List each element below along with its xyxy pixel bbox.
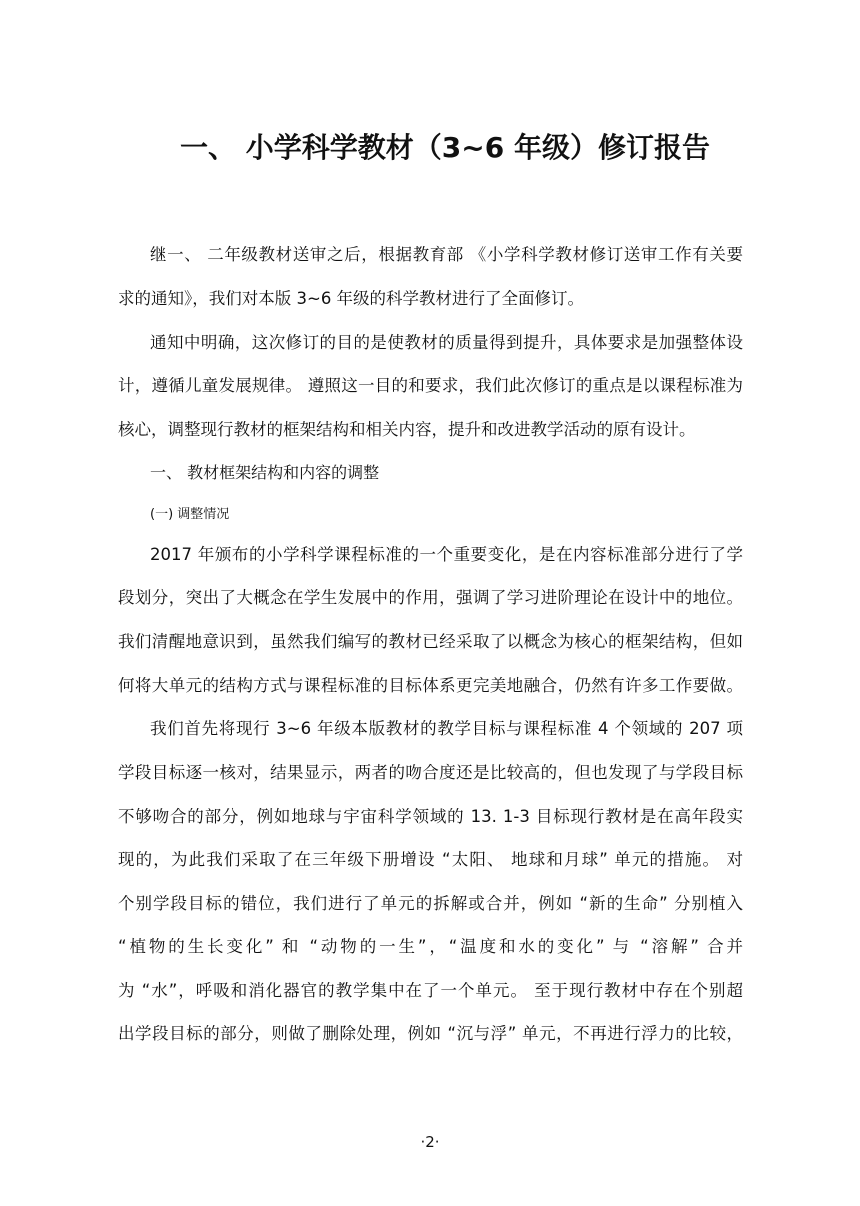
paragraph-line: 通知中明确，这次修订的目的是使教材的质量得到提升，具体要求是加强整体设 xyxy=(150,333,743,352)
paragraph-line: 核心，调整现行教材的框架结构和相关内容，提升和改进教学活动的原有设计。 xyxy=(118,420,696,439)
paragraph-line: 不够吻合的部分，例如地球与宇宙科学领域的 13. 1-3 目标现行教材是在高年段实 xyxy=(118,807,743,826)
paragraph-line: 段划分，突出了大概念在学生发展中的作用，强调了学习进阶理论在设计中的地位。 xyxy=(118,588,743,607)
paragraph-line: 现的，为此我们采取了在三年级下册增设 “太阳、 地球和月球” 单元的措施。 对 xyxy=(118,850,743,869)
paragraph-line: 我们清醒地意识到，虽然我们编写的教材已经采取了以概念为核心的框架结构，但如 xyxy=(118,632,743,651)
paragraph-line: 个别学段目标的错位，我们进行了单元的拆解或合并，例如 “新的生命” 分别植入 xyxy=(118,894,743,913)
subsection-heading: (一) 调整情况 xyxy=(150,507,230,522)
paragraph-line: 为 “水”，呼吸和消化器官的教学集中在了一个单元。 至于现行教材中存在个别超 xyxy=(118,981,743,1000)
paragraph-line: 出学段目标的部分，则做了删除处理，例如 “沉与浮” 单元，不再进行浮力的比较， xyxy=(118,1024,743,1043)
paragraph-line: 我们首先将现行 3~6 年级本版教材的教学目标与课程标准 4 个领域的 207 项 xyxy=(150,719,743,738)
page-number: ·2· xyxy=(420,1133,440,1151)
paragraph-line: 计，遵循儿童发展规律。 遵照这一目的和要求，我们此次修订的重点是以课程标准为 xyxy=(118,376,743,395)
paragraph-line: 学段目标逐一核对，结果显示，两者的吻合度还是比较高的，但也发现了与学段目标 xyxy=(118,763,743,782)
paragraph-line: 继一、 二年级教材送审之后，根据教育部 《小学科学教材修订送审工作有关要 xyxy=(150,245,743,264)
paragraph-line: 2017 年颁布的小学科学课程标准的一个重要变化，是在内容标准部分进行了学 xyxy=(150,545,743,564)
section-heading: 一、 教材框架结构和内容的调整 xyxy=(150,463,380,482)
paragraph-line: “植物的生长变化” 和 “动物的一生”，“温度和水的变化” 与 “溶解” 合并 xyxy=(118,937,743,956)
paragraph-line: 何将大单元的结构方式与课程标准的目标体系更完美地融合，仍然有许多工作要做。 xyxy=(118,676,743,695)
paragraph-line: 求的通知》，我们对本版 3~6 年级的科学教材进行了全面修订。 xyxy=(118,289,585,308)
page-title: 一、 小学科学教材（3~6 年级）修订报告 xyxy=(180,131,710,164)
